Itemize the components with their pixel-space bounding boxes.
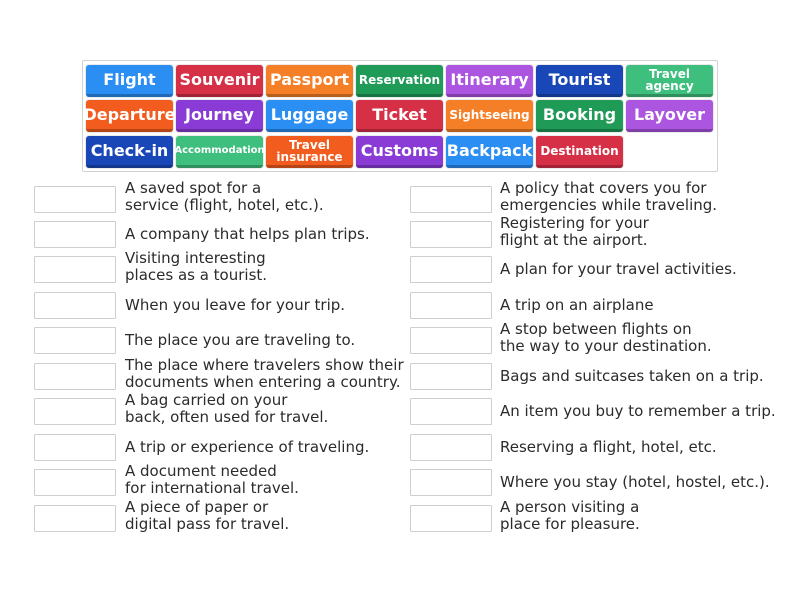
definition-line: service (flight, hotel, etc.).	[125, 196, 324, 214]
word-tile-luggage[interactable]: Luggage	[266, 100, 353, 132]
definition-right-2	[500, 215, 649, 249]
word-tile-check-in[interactable]: Check-in	[86, 136, 173, 168]
drop-slot-left-5[interactable]	[34, 327, 116, 354]
definition-line: An item you buy to remember a trip.	[500, 402, 776, 420]
definition-left-6	[125, 357, 404, 391]
word-tile-itinerary[interactable]: Itinerary	[446, 65, 533, 97]
definition-line: A bag carried on your	[125, 391, 288, 409]
definition-line: A trip or experience of traveling.	[125, 438, 370, 456]
definition-line: place for pleasure.	[500, 515, 640, 533]
definition-line: Where you stay (hotel, hostel, etc.).	[500, 473, 770, 491]
word-bank	[82, 60, 718, 172]
word-tile-layover[interactable]: Layover	[626, 100, 713, 132]
drop-slot-right-3[interactable]	[410, 256, 492, 283]
drop-slot-right-7[interactable]	[410, 398, 492, 425]
drop-slot-right-4[interactable]	[410, 292, 492, 319]
drop-slot-right-9[interactable]	[410, 469, 492, 496]
word-tile-reservation[interactable]: Reservation	[356, 65, 443, 97]
definition-right-4	[500, 297, 654, 314]
definition-right-7	[500, 403, 776, 420]
word-tile-destination[interactable]: Destination	[536, 136, 623, 168]
definition-left-7	[125, 392, 328, 426]
definition-line: Reserving a flight, hotel, etc.	[500, 438, 717, 456]
definition-line: A stop between flights on	[500, 320, 692, 338]
word-tile-customs[interactable]: Customs	[356, 136, 443, 168]
definition-line: The place you are traveling to.	[125, 331, 356, 349]
definition-line: for international travel.	[125, 479, 299, 497]
definition-line: The place where travelers show their	[125, 356, 404, 374]
definition-right-9	[500, 474, 770, 491]
definition-line: Registering for your	[500, 214, 649, 232]
definition-left-10	[125, 499, 289, 533]
definition-right-1	[500, 180, 717, 214]
word-tile-tourist[interactable]: Tourist	[536, 65, 623, 97]
drop-slot-left-8[interactable]	[34, 434, 116, 461]
drop-slot-right-1[interactable]	[410, 186, 492, 213]
drop-slot-right-8[interactable]	[410, 434, 492, 461]
drop-slot-left-3[interactable]	[34, 256, 116, 283]
definition-line: A plan for your travel activities.	[500, 260, 737, 278]
definition-line: When you leave for your trip.	[125, 296, 346, 314]
definition-right-5	[500, 321, 712, 355]
definition-line: documents when entering a country.	[125, 373, 401, 391]
definition-line: A document needed	[125, 462, 277, 480]
drop-slot-right-10[interactable]	[410, 505, 492, 532]
drop-slot-left-1[interactable]	[34, 186, 116, 213]
definition-line: A person visiting a	[500, 498, 640, 516]
definition-left-9	[125, 463, 299, 497]
definition-left-1	[125, 180, 324, 214]
drop-slot-right-5[interactable]	[410, 327, 492, 354]
definition-line: Bags and suitcases taken on a trip.	[500, 367, 764, 385]
definition-left-8	[125, 439, 369, 456]
definition-left-4	[125, 297, 345, 314]
definition-line: A policy that covers you for	[500, 179, 707, 197]
word-tile-ticket[interactable]: Ticket	[356, 100, 443, 132]
word-tile-departure[interactable]: Departure	[86, 100, 173, 132]
drop-slot-left-9[interactable]	[34, 469, 116, 496]
definition-line: emergencies while traveling.	[500, 196, 718, 214]
definition-right-6	[500, 368, 764, 385]
word-tile-backpack[interactable]: Backpack	[446, 136, 533, 168]
definition-line: A saved spot for a	[125, 179, 262, 197]
word-tile-flight[interactable]: Flight	[86, 65, 173, 97]
word-tile-souvenir[interactable]: Souvenir	[176, 65, 263, 97]
definition-line: flight at the airport.	[500, 231, 648, 249]
definition-line: A piece of paper or	[125, 498, 269, 516]
definition-line: the way to your destination.	[500, 337, 712, 355]
definition-left-5	[125, 332, 355, 349]
definition-line: back, often used for travel.	[125, 408, 329, 426]
drop-slot-left-10[interactable]	[34, 505, 116, 532]
word-tile-passport[interactable]: Passport	[266, 65, 353, 97]
word-tile-journey[interactable]: Journey	[176, 100, 263, 132]
word-tile-accommodation[interactable]: Accommodation	[176, 136, 263, 168]
drop-slot-right-6[interactable]	[410, 363, 492, 390]
drop-slot-left-4[interactable]	[34, 292, 116, 319]
definition-line: Visiting interesting	[125, 249, 266, 267]
definition-line: A trip on an airplane	[500, 296, 654, 314]
definition-left-2	[125, 226, 370, 243]
definition-right-8	[500, 439, 717, 456]
word-tile-sightseeing[interactable]: Sightseeing	[446, 100, 533, 132]
definition-line: digital pass for travel.	[125, 515, 290, 533]
drop-slot-left-2[interactable]	[34, 221, 116, 248]
word-tile-travel-insurance[interactable]: Travel insurance	[266, 136, 353, 168]
definition-line: places as a tourist.	[125, 266, 268, 284]
word-tile-travel-agency[interactable]: Travel agency	[626, 65, 713, 97]
word-tile-booking[interactable]: Booking	[536, 100, 623, 132]
drop-slot-right-2[interactable]	[410, 221, 492, 248]
drop-slot-left-6[interactable]	[34, 363, 116, 390]
definition-left-3	[125, 250, 267, 284]
definition-right-10	[500, 499, 640, 533]
drop-slot-left-7[interactable]	[34, 398, 116, 425]
definition-right-3	[500, 261, 737, 278]
definition-line: A company that helps plan trips.	[125, 225, 370, 243]
